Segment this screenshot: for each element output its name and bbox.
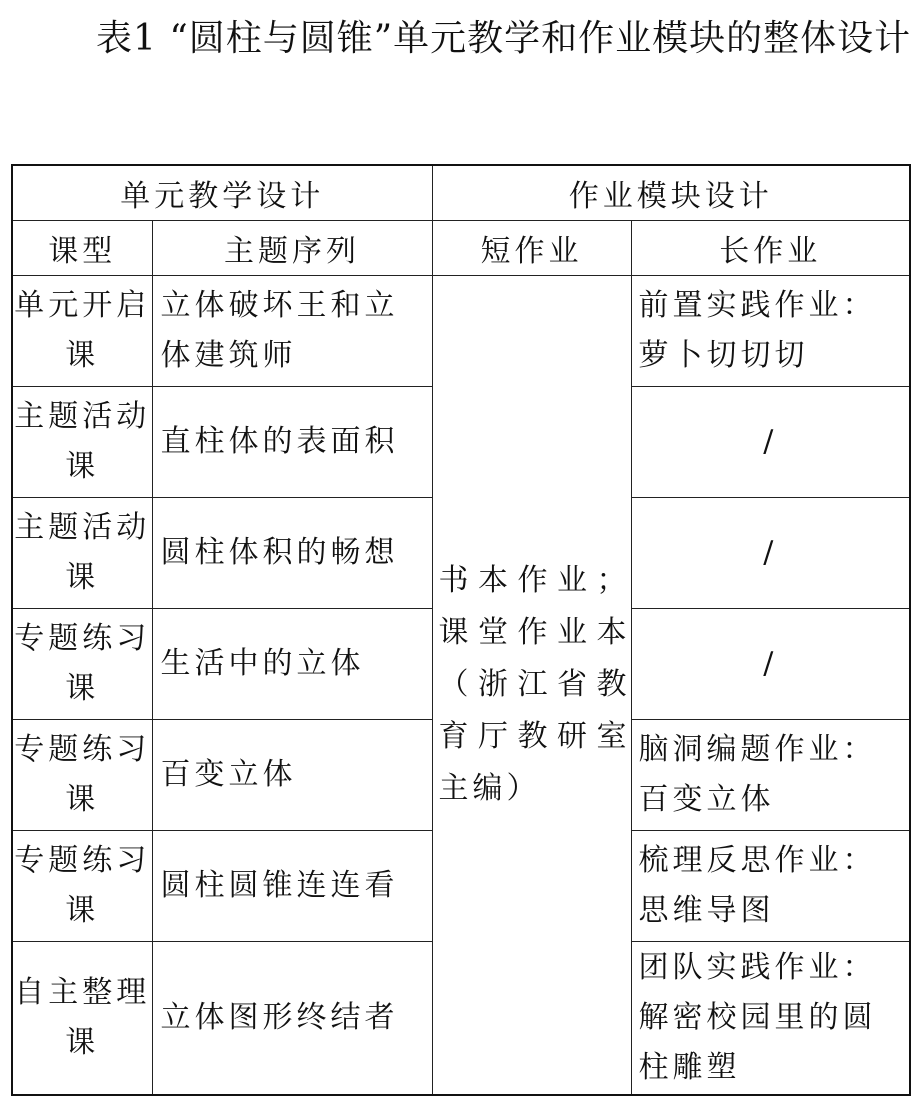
topic-cell: 生活中的立体: [152, 608, 432, 719]
lesson-type-cell: 专题练习课: [12, 830, 152, 941]
short-homework-cell: 书本作业；课堂作业本（浙江省教育厅教研室主编）: [432, 275, 631, 1095]
topic-cell: 百变立体: [152, 719, 432, 830]
topic-cell: 立体图形终结者: [152, 941, 432, 1095]
short-homework-header: 短作业: [432, 220, 631, 275]
long-homework-cell: /: [631, 497, 910, 608]
long-homework-header: 长作业: [631, 220, 910, 275]
table-caption: 表1 “圆柱与圆锥”单元教学和作业模块的整体设计: [96, 18, 912, 59]
lesson-type-cell: 专题练习课: [12, 719, 152, 830]
topic-sequence-header: 主题序列: [152, 220, 432, 275]
long-homework-cell: 脑洞编题作业：百变立体: [631, 719, 910, 830]
long-homework-cell: 梳理反思作业：思维导图: [631, 830, 910, 941]
long-homework-cell: 团队实践作业：解密校园里的圆柱雕塑: [631, 941, 910, 1095]
design-table: [11, 164, 911, 1096]
homework-module-header: 作业模块设计: [432, 165, 910, 220]
topic-cell: 立体破坏王和立体建筑师: [152, 275, 432, 386]
long-homework-cell: /: [631, 386, 910, 497]
long-homework-cell: 前置实践作业：萝卜切切切: [631, 275, 910, 386]
lesson-type-cell: 专题练习课: [12, 608, 152, 719]
lesson-type-cell: 主题活动课: [12, 386, 152, 497]
lesson-type-cell: 主题活动课: [12, 497, 152, 608]
lesson-type-cell: 单元开启课: [12, 275, 152, 386]
table-row: [12, 275, 910, 386]
column-header-row: [12, 220, 910, 275]
unit-teaching-header: 单元教学设计: [12, 165, 432, 220]
group-header-row: [12, 165, 910, 220]
topic-cell: 圆柱圆锥连连看: [152, 830, 432, 941]
long-homework-cell: /: [631, 608, 910, 719]
lesson-type-header: 课型: [12, 220, 152, 275]
lesson-type-cell: 自主整理课: [12, 941, 152, 1095]
topic-cell: 圆柱体积的畅想: [152, 497, 432, 608]
topic-cell: 直柱体的表面积: [152, 386, 432, 497]
